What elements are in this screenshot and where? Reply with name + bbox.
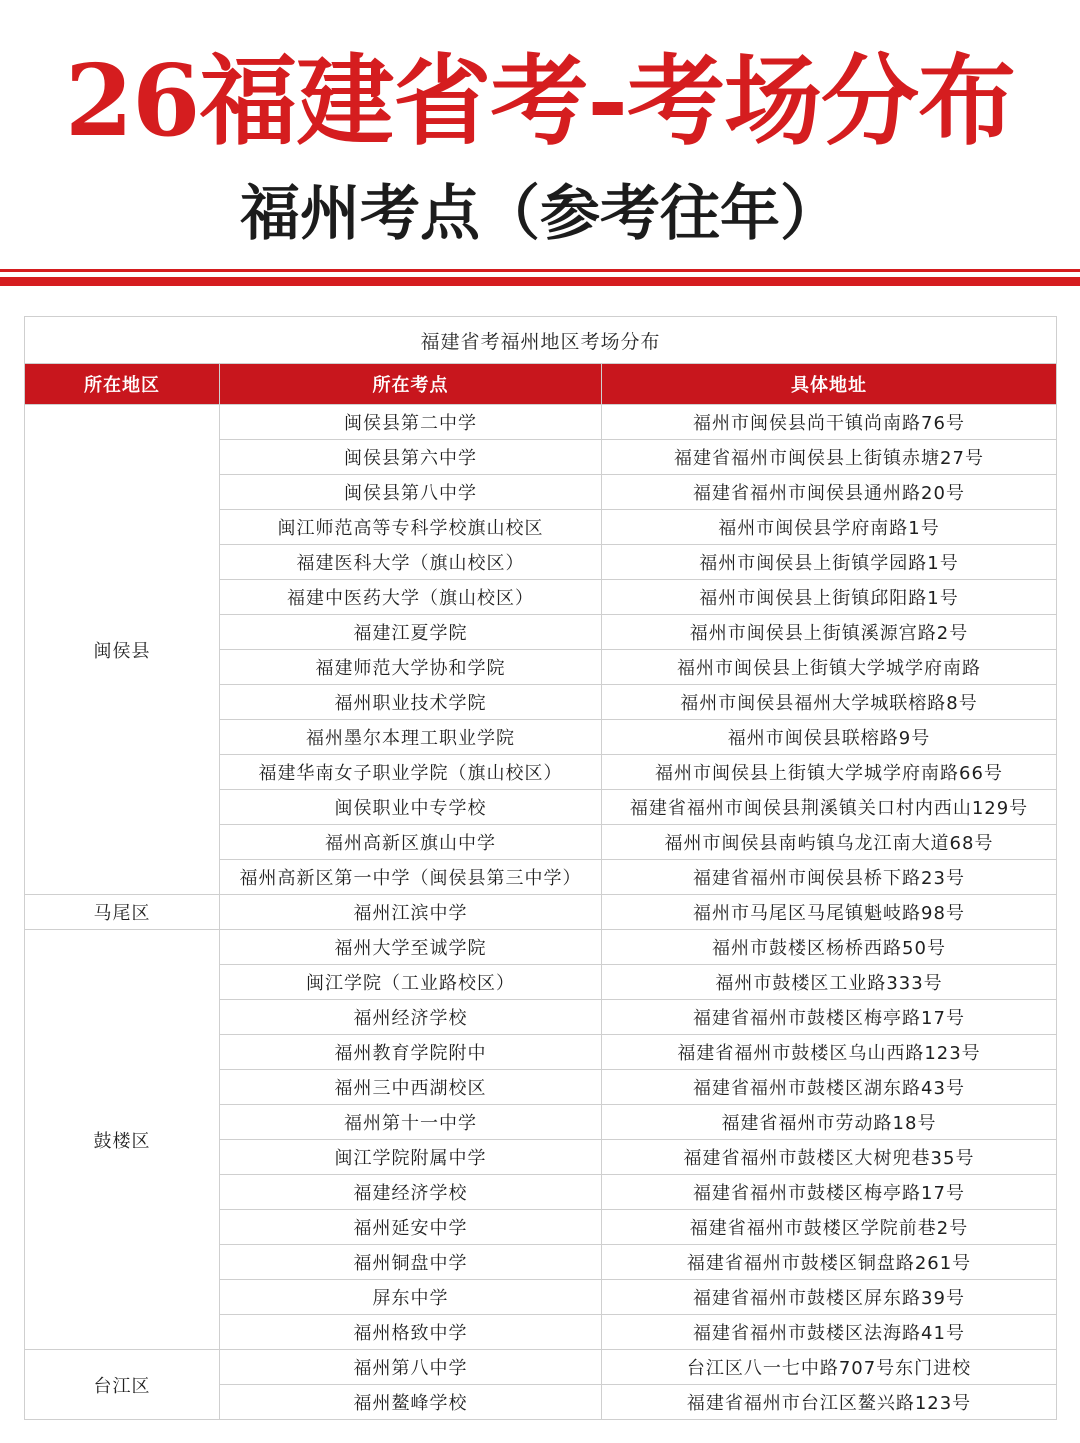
page-subtitle: 福州考点（参考往年） <box>240 179 840 249</box>
exam-site-cell: 福州第八中学 <box>220 1350 602 1385</box>
exam-site-cell: 闽侯县第六中学 <box>220 440 602 475</box>
address-cell: 福建省福州市劳动路18号 <box>602 1105 1057 1140</box>
exam-site-cell: 屏东中学 <box>220 1280 602 1315</box>
exam-site-cell: 闽侯职业中专学校 <box>220 790 602 825</box>
address-cell: 福建省福州市台江区鳌兴路123号 <box>602 1385 1057 1420</box>
address-cell: 福建省福州市鼓楼区学院前巷2号 <box>602 1210 1057 1245</box>
address-cell: 福建省福州市鼓楼区乌山西路123号 <box>602 1035 1057 1070</box>
address-cell: 福州市闽侯县福州大学城联榕路8号 <box>602 685 1057 720</box>
column-header-site: 所在考点 <box>220 364 602 405</box>
address-cell: 福州市闽侯县学府南路1号 <box>602 510 1057 545</box>
address-cell: 台江区八一七中路707号东门进校 <box>602 1350 1057 1385</box>
address-cell: 福建省福州市闽侯县桥下路23号 <box>602 860 1057 895</box>
exam-site-cell: 福州教育学院附中 <box>220 1035 602 1070</box>
address-cell: 福建省福州市鼓楼区屏东路39号 <box>602 1280 1057 1315</box>
address-cell: 福建省福州市闽侯县荆溪镇关口村内西山129号 <box>602 790 1057 825</box>
exam-site-cell: 福建华南女子职业学院（旗山校区） <box>220 755 602 790</box>
exam-site-cell: 闽江学院（工业路校区） <box>220 965 602 1000</box>
exam-site-cell: 闽江学院附属中学 <box>220 1140 602 1175</box>
address-cell: 福建省福州市鼓楼区铜盘路261号 <box>602 1245 1057 1280</box>
table-row <box>25 930 1057 965</box>
exam-site-cell: 福州鳌峰学校 <box>220 1385 602 1420</box>
address-cell: 福州市闽侯县南屿镇乌龙江南大道68号 <box>602 825 1057 860</box>
address-cell: 福建省福州市鼓楼区湖东路43号 <box>602 1070 1057 1105</box>
exam-site-table-container <box>24 316 1056 1420</box>
table-caption: 福建省考福州地区考场分布 <box>25 317 1057 364</box>
exam-site-cell: 福州职业技术学院 <box>220 685 602 720</box>
exam-site-cell: 福州大学至诚学院 <box>220 930 602 965</box>
address-cell: 福州市闽侯县上街镇大学城学府南路 <box>602 650 1057 685</box>
header-divider-thick <box>0 277 1080 286</box>
exam-site-cell: 福州铜盘中学 <box>220 1245 602 1280</box>
address-cell: 福州市闽侯县上街镇邱阳路1号 <box>602 580 1057 615</box>
table-header-row <box>25 364 1057 405</box>
address-cell: 福建省福州市鼓楼区法海路41号 <box>602 1315 1057 1350</box>
address-cell: 福州市闽侯县联榕路9号 <box>602 720 1057 755</box>
address-cell: 福州市闽侯县上街镇大学城学府南路66号 <box>602 755 1057 790</box>
table-row <box>25 405 1057 440</box>
exam-site-cell: 闽江师范高等专科学校旗山校区 <box>220 510 602 545</box>
header-divider-thin <box>0 269 1080 272</box>
table-row <box>25 1350 1057 1385</box>
column-header-address: 具体地址 <box>602 364 1057 405</box>
district-cell: 马尾区 <box>25 895 220 930</box>
exam-site-cell: 福建师范大学协和学院 <box>220 650 602 685</box>
address-cell: 福州市鼓楼区工业路333号 <box>602 965 1057 1000</box>
exam-site-cell: 福建医科大学（旗山校区） <box>220 545 602 580</box>
exam-site-cell: 闽侯县第八中学 <box>220 475 602 510</box>
district-cell: 闽侯县 <box>25 405 220 895</box>
address-cell: 福州市闽侯县上街镇溪源宫路2号 <box>602 615 1057 650</box>
exam-site-cell: 福州高新区第一中学（闽侯县第三中学） <box>220 860 602 895</box>
exam-site-table <box>24 316 1057 1420</box>
page-title: 26福建省考-考场分布 <box>64 44 1016 159</box>
table-body <box>25 405 1057 1420</box>
exam-site-cell: 福建经济学校 <box>220 1175 602 1210</box>
address-cell: 福建省福州市鼓楼区大树兜巷35号 <box>602 1140 1057 1175</box>
exam-site-cell: 福州经济学校 <box>220 1000 602 1035</box>
address-cell: 福建省福州市鼓楼区梅亭路17号 <box>602 1000 1057 1035</box>
address-cell: 福州市鼓楼区杨桥西路50号 <box>602 930 1057 965</box>
address-cell: 福建省福州市鼓楼区梅亭路17号 <box>602 1175 1057 1210</box>
exam-site-cell: 福州第十一中学 <box>220 1105 602 1140</box>
column-header-district: 所在地区 <box>25 364 220 405</box>
table-caption-row <box>25 317 1057 364</box>
exam-site-cell: 闽侯县第二中学 <box>220 405 602 440</box>
district-cell: 鼓楼区 <box>25 930 220 1350</box>
address-cell: 福州市闽侯县尚干镇尚南路76号 <box>602 405 1057 440</box>
exam-site-cell: 福建江夏学院 <box>220 615 602 650</box>
table-row <box>25 895 1057 930</box>
address-cell: 福州市闽侯县上街镇学园路1号 <box>602 545 1057 580</box>
address-cell: 福建省福州市闽侯县通州路20号 <box>602 475 1057 510</box>
exam-site-cell: 福州三中西湖校区 <box>220 1070 602 1105</box>
exam-site-cell: 福州江滨中学 <box>220 895 602 930</box>
exam-site-cell: 福建中医药大学（旗山校区） <box>220 580 602 615</box>
address-cell: 福州市马尾区马尾镇魁岐路98号 <box>602 895 1057 930</box>
exam-site-cell: 福州格致中学 <box>220 1315 602 1350</box>
exam-site-cell: 福州延安中学 <box>220 1210 602 1245</box>
district-cell: 台江区 <box>25 1350 220 1420</box>
address-cell: 福建省福州市闽侯县上街镇赤塘27号 <box>602 440 1057 475</box>
exam-site-cell: 福州高新区旗山中学 <box>220 825 602 860</box>
exam-site-cell: 福州墨尔本理工职业学院 <box>220 720 602 755</box>
